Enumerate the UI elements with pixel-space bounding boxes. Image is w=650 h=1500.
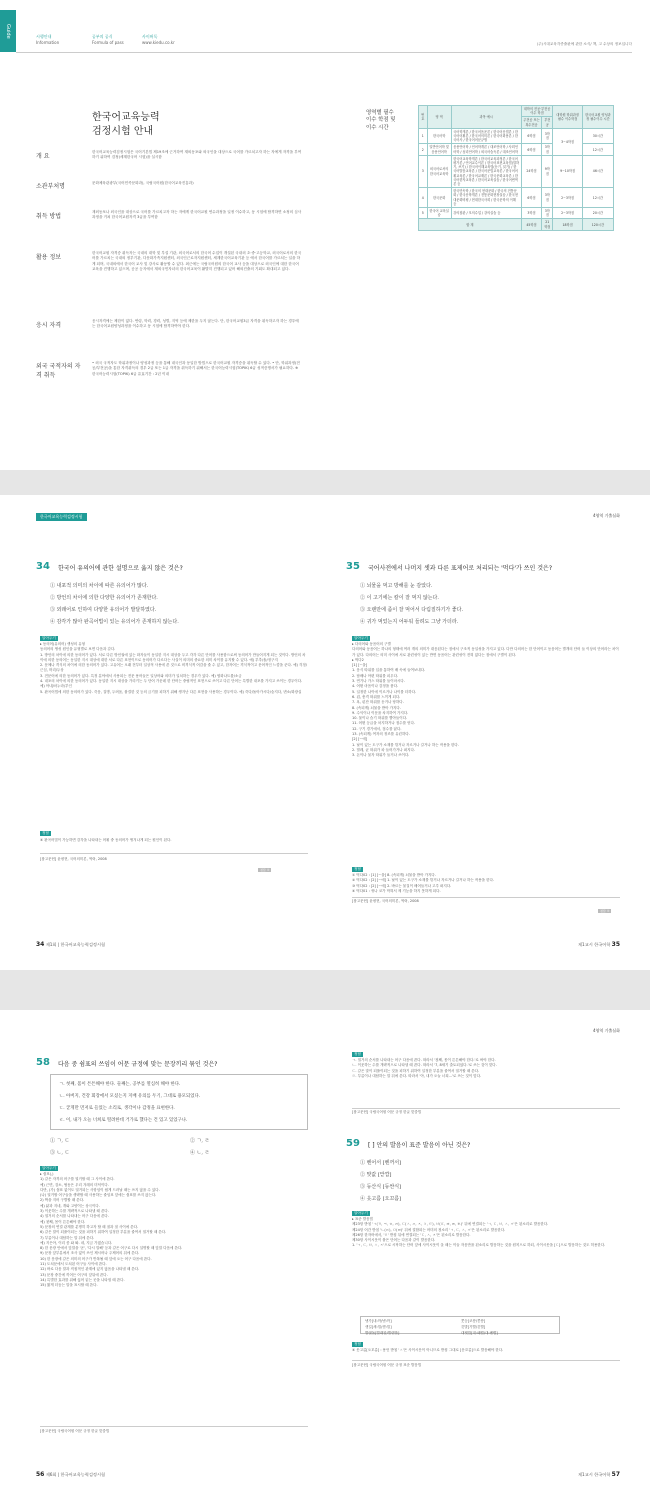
explanation: ▸ 쉼표(,) 1) 같은 자격의 어구를 열거할 때 그 사이에 쓴다. 예) 근면, 검소, 협동은 우리 겨레의 미덕이다. 다만, (가) 쉼표 없이도 열거되는 사항임이 쉽게 드러날 때는 쓰지 않을 수 있다. (나) 열거할 어구들을 생략할 때 사용하는 줄임표 앞에는 쉼표를 쓰지 않는다. 2) 짝을 지어 구별할 때 쓴다. 예) 닭과 지네, 개와 고양이는 상극이다. 3) 이웃하는 수를 개략적으로 나타낼 때 쓴다. 4) 열거의 순서를 나타내는 어구 다음에 쓴다. 예) 첫째, 몸이 튼튼해야 한다. 5) 문장의 연결 관계를 분명히 하고자 할 때 절과 절 사이에 쓴다. 6) 같은 말이 되풀이되는 것을 피하기 위하여 일정한 부분을 줄여서 열거할 때 쓴다. 7) 부름이나 대답하는 말 뒤에 쓴다. 예) 지은아, 이리 좀 와 봐. 네, 지금 가겠습니다. 8) 한 문장 안에서 앞말을 '곧', '다시 말해' 등과 같은 어구로 다시 설명할 때 앞말 다음에 쓴다. 9) 문장 앞부분에서 조사 없이 쓰인 제시어나 주제어의 뒤에 쓴다. 10) 한 문장에 같은 의미의 어구가 반복될 때 앞에 오는 어구 다음에 쓴다. 11) 도치문에서 도치된 어구들 사이에 쓴다. 12) 바로 다음 말과 직접적인 관계에 있지 않음을 나타낼 때 쓴다. 13) 문장 중간에 끼어든 어구의 앞뒤에 쓴다. 14) 특별한 효과를 위해 끊어 읽는 곳을 나타낼 때 쓴다. 15) 짧게 더듬는 말을 표시할 때 쓴다. (40, 1172, 183, 1288)
table-row: 1 한국어학 국어학개론 / 한국어음운론 / 한국어문법론 / 한국어어휘론 / 한국어의미론 / 한국어화용론 / 한국어사 / 한국어어문규범 6학점 3학점 3~4학점 30시간 (419, 128, 614, 144)
footer-right: 제1교시 한국어학 35 (577, 941, 620, 948)
answer-badge: 정답 ④ (600, 909, 610, 913)
option-2: ② ㄱ, ㄹ (190, 1138, 210, 1144)
question-text: 다음 중 쉼표의 쓰임이 어문 규정에 맞는 문장끼리 묶인 것은? (58, 1061, 218, 1068)
option-4: ④ 옷고름 [오꼬름] (360, 1196, 402, 1202)
section-body-ministry: 문화체육관광부(국어민족문화과), 국립국어원(한국어교육진흥과) (92, 181, 194, 185)
page-title: 한국어교육능력 검정시험 안내 (92, 112, 160, 137)
th-grad: 대학원 학위과정 필수 이수학점 (553, 106, 583, 129)
header-col-site: 사이버독 www.kiedu.co.kr (142, 34, 175, 45)
header-divider (16, 52, 632, 53)
section-body-usage: 한국어교원 자격증 취득자는 국내의 대학 및 부설 기관, 외국어로서의 한국어 수업이 개설된 국내외 초·중·고등학교, 외국어로서의 한국어를 가르치는 국내외 정부기관, 다문화가족지원센터, 외국인근로자지원센터, 세계한국어교육기관 등 에서 한국어를 가르치는 일을 하게 되며, 국내외에서 한국어 교사 및 강사로 활동할 수 있다. 최근에는 국립국어원의 한국어 교사 등을 대상으로 외국인에 대한 한국어 교육을 진행하고 있으며, 공공 등지에서 재외국민자녀의 한국어교육이 활발히 진행되고 있어 해외진출의 기회도 확대되고 있다. (92, 251, 302, 272)
footer-left: 56 제6회 | 한국어교육능력검정시험 (36, 1471, 106, 1478)
guide-tab: Guide (0, 10, 16, 52)
table-row: 2 일반언어학 및 응용언어학 응용언어학 / 언어학개론 / 대조언어학 / 사회언어학 / 심리언어학 / 외국어습득론 / 대조언어학 6학점 3학점 12시간 (419, 144, 614, 155)
section-label-method: 취득 방법 (36, 213, 62, 220)
footer-left: 34 제1회 | 한국어교육능력검정시험 (36, 941, 106, 948)
option-3: ③ ㄴ, ㄷ (50, 1150, 70, 1156)
option-3: ③ 오랜만에 좀이 잘 먹어서 다림질하기가 좋다. (360, 607, 464, 613)
explanation-label: 알아두기 (42, 636, 56, 640)
credit-table (418, 105, 614, 231)
option-3: ③ 외래어로 인하여 다양한 유의어가 발달하였다. (50, 607, 157, 613)
ref-divider (352, 897, 620, 898)
question-number: 35 (346, 561, 360, 572)
answer-text: ① 먹다02 : [1] [~을] 8. (속되게) 뇌물을 받아 가지다. ② 먹다02 : [2] [~에] 1. 날이 있는 도구가 소재를 깎거나 자르거나 갈거나 하는 작용을 한다. ③ 먹다02 : [2] [~에] 2. 바르는 물질이 배어들거나 고루 퍼지다. ④ 먹다01 : 귀나 코가 막혀서 제 기능을 하지 못하게 되다. (352, 873, 494, 893)
question-text: [ ] 안의 발음이 표준 발음이 아닌 것은? (368, 1142, 471, 1149)
option-3: ③ 등산식 [등싼식] (360, 1184, 402, 1190)
spread-page-34-35 (0, 495, 650, 970)
answer-label: 정답 (354, 867, 361, 871)
option-1: ① 뇌물을 먹고 방해를 눈 감았다. (360, 583, 433, 589)
section-label-usage: 활용 정보 (36, 254, 62, 261)
section-header: 4영역 기출심화 (592, 1028, 620, 1033)
option-2: ② 맞값 [맏깝] (360, 1172, 392, 1178)
th-degree: 대학의 전공·부전공 이수 학점 (521, 106, 553, 117)
th-cert: 한국어교원 양성과정 필수이수 시간 (582, 106, 613, 129)
answer-text: ④ 완곡어법이 가능하면 감각을 나타내는 어휘 중 동의어가 생겨나게 되는 원인이 된다. (40, 838, 172, 842)
answer-label: 정답 (354, 1052, 361, 1056)
guide-page (0, 0, 650, 470)
option-1: ① 벤어서 [벤꺼서] (360, 1160, 402, 1166)
explanation: ▸ 표준 발음법 제23항 받침 'ㄱ(ㄲ, ㅋ, ㄳ, ㄺ), ㄷ(ㅅ, ㅆ, ㅈ, ㅊ, ㅌ), ㅂ(ㅍ, ㄼ, ㄿ, ㅄ)' 뒤에 연결되는 'ㄱ, ㄷ, ㅂ, ㅅ, ㅈ'은 된소리로 발음한다. 제24항 어간 받침 'ㄴ(ㄵ), ㅁ(ㄻ)' 뒤에 결합되는 어미의 첫소리 'ㄱ, ㄷ, ㅅ, ㅈ'은 된소리로 발음한다. 제26항 한자어에서, 'ㄹ' 받침 뒤에 연결되는 'ㄷ, ㅅ, ㅈ'은 된소리로 발음한다. 제30항 사이시옷이 붙은 단어는 다음과 같이 발음한다. 1. 'ㄱ, ㄷ, ㅂ, ㅅ, ㅈ'으로 시작하는 단어 앞에 사이시옷이 올 때는 이들 자음만을 된소리로 발음하는 것을 원칙으로 하되, 사이시옷을 [ㄷ]으로 발음하는 것도 허용한다. (352, 1217, 606, 1248)
answer-text: ㄱ. 열거의 순서를 나타내는 어구 다음에 쓴다. 따라서 '첫째, 몸이 튼튼해야 한다.'로 써야 한다. ㄴ. 이웃하는 수를 개략적으로 나타낼 때 쓴다. 따라서 '7, 8세기 출토되었다.'로 쓰는 것이 맞다. ㄷ. 같은 말이 되풀이되는 것을 피하기 위하여 일정한 부분을 줄여서 열거할 때 쓴다. ㄹ. 부름이나 대답하는 말 뒤에 쓴다. 따라서 '아, 내가 오늘 너희…'로 쓰는 것이 맞다. (352, 1058, 497, 1078)
section-body-method: 재외동포나 외국인을 대상으로 국어를 가르치고자 하는 자에게 한국어교원 연수과정을 일정 이수하고, 동 시험에 합격하면 소정의 심사과정을 거쳐 한국어교원자격 3급을 부여함 (92, 210, 302, 220)
th-no: 번호 (419, 106, 428, 129)
ref-divider (352, 1108, 620, 1109)
answer-label: 정답 (354, 1342, 361, 1346)
th-course: 과목 예시 (451, 106, 521, 129)
answer-label: 정답 (42, 831, 49, 835)
question-number: 34 (36, 561, 50, 572)
explanation: ▸ 다의어와 동음어의 구별 다의어와 동음어는 하나의 형태에 여러 개의 의미가 대응된다는 점에서 구조적 동일성을 가지고 있다. 다만 다의어는 한 단어이고 동음어는 별개의 단어 들 이상의 단어라는 차이가 있다. 다의어는 의미 사이에 서로 관련성이 있는 반면 동음어는 관련성이 전혀 없다는 점에서 구별이 된다. ▸ 먹다2 [1] [~을] 1. 음식 따위를 입을 통하여 배 속에 들여보내다. 2. 담배나 아편 따위를 피우다. 3. 연기나 가스 따위를 들이마시다. 4. 어떤 마음이나 감정을 품다. 5. 일정한 나이에 이르거나 나이를 더하다. 6. 겁, 충격 따위를 느끼게 되다. 7. 욕, 핀잔 따위를 듣거나 당하다. 8. (속되게) 뇌물을 받아 가지다. 9. 수익이나 이문을 차지하여 가지다. 10. 물이나 습기 따위를 빨아들이다. 11. 어떤 등급을 차지하거나 점수를 얻다. 12. 구기 경기에서, 점수를 잃다. 13. (속되게) 여자의 정조를 유린하다. [2] [~에] 1. 날이 있는 도구가 소재를 깎거나 자르거나 갈거나 하는 작용을 한다. 2. 벌레, 균 따위가 파 들어가거나 퍼지다. 3. 돈이나 물자 따위가 들거나 쓰이다. (352, 642, 619, 758)
section-body-overview: 한국어교육능력검정시험은 국어기본법 제19조에 근거하여 재외동포와 외국인을 대상으로 국어를 가르치고자 하는 자에게 자격을 부여하기 위하여 검정(세계한국어 시험)을 실시함 (92, 150, 302, 160)
section-label-foreign: 외국 국적자의 자격 취득 (36, 363, 81, 379)
footer-right: 제1교시 한국어학 57 (577, 1471, 620, 1478)
option-4: ④ 귀가 먹었는지 어두워 들려도 그냥 가더라. (360, 619, 459, 625)
ref-divider (352, 1360, 620, 1361)
option-2: ② 방언의 차이에 의한 다양한 유의어가 존재한다. (50, 595, 158, 601)
section-label-ministry: 소관부처명 (36, 183, 65, 190)
explanation-label: 알아두기 (42, 1166, 56, 1170)
question-number: 59 (346, 1138, 360, 1149)
th-minor: 부전공 (542, 117, 553, 128)
example-box: ㄱ. 첫째, 몸이 튼튼해야 한다. 둘째는, 공부를 열심히 해야 한다. ㄴ. 아버지, 건강 회장에서 모셨는지 지배 유의를 두기, 그대로 용모되었다. ㄷ. 굳게만 먼저로 들었는 소리로, 생각이나 감정을 표현한다. ㄹ. 이, 내가 오늘 너희로 떨려한데 거가로 했다는 건 있고 있었구나. (50, 1074, 308, 1130)
question-number: 58 (36, 1057, 50, 1068)
section-body-eligibility: 응시자격에는 제한이 없다. 연령, 학력, 경력, 성별, 지역 등에 제한을 두지 않는다. 단, 한국어교원3급 자격을 취득하고자 하는 경우에는 한국어교원양성과정을 이수하고 동 시험에 합격하여야 한다. (92, 319, 299, 329)
header-col-formula: 공부의 공식 Formula of pass (92, 34, 124, 45)
header-col-info: 시행안내 Information (36, 34, 60, 45)
th-area: 영 역 (427, 106, 451, 129)
section-body-foreign: • 외국 국적자도 학위과정이나 양성과정 등을 통해 내국인과 동일한 방법으로 한국어교원 자격증을 취득할 수 있다. • 단, 학위과정(전공/부전공)을 통한 자격취득의 경우 2급 또는 1급 자격을 취득하기 위해서는 한국어능력시험(TOPIK) 6급 성적증명서가 필요하다. ※ 한국어능력시험(TOPIK) 6급 유효기간 : 2년 이내 (92, 361, 300, 376)
reference: [참고문헌] 윤평현, 국어의미론, 역락, 2008 (40, 857, 107, 861)
question-text: 국어사전에서 나머지 셋과 다른 표제어로 처리되는 '먹다'가 쓰인 것은? (368, 565, 553, 572)
reference: [참고문헌] 국립국어원 어문 규정 표준 발음법 (352, 1363, 422, 1367)
option-4: ④ 감각가 많아 완곡어법이 있는 유의어가 존재하지 않는다. (50, 619, 179, 625)
table-row: 4 한국문화 한국민속학 / 한국의 현대문화 / 한국의 전통문화 / 한국문학개론 / 전통문화현장실습 / 한국현대문화비평 / 현대한국사회 / 한국문학의 이해 등 6학점 3학점 2~3학점 12시간 (419, 188, 614, 208)
ref-divider (40, 853, 308, 854)
question-text: 한국어 유의어에 관한 설명으로 옳지 않은 것은? (58, 565, 183, 572)
explanation-label: 알아두기 (354, 636, 368, 640)
section-label-eligibility: 응시 자격 (36, 322, 62, 329)
reference: [참고문헌] 윤평현, 국어의미론, 역락, 2008 (352, 899, 419, 903)
reference: [참고문헌] 국립국어원 어문 규정 한글 맞춤법 (40, 1429, 110, 1433)
table-row: 5 한국어 교육실습 강의참관 / 모의수업 / 강의실습 등 3학점 3학점 2~3학점 20시간 (419, 208, 614, 219)
section-header: 4영역 기출심화 (592, 513, 620, 518)
ref-divider (40, 1426, 308, 1427)
explanation-label: 알아두기 (354, 1211, 368, 1215)
reference: [참고문헌] 국립국어원 어문 규정 한글 맞춤법 (352, 1110, 422, 1114)
table-row: 3 외국어로서의 한국어교육학 한국어교육학개론 / 한국어교육과정론 / 한국어평가론 / 언어교수이론 / 한국어표현교육법(말하기, 쓰기) / 한국어이해교육법(듣기, 읽기) / 한국어발음교육론 / 한국어문법교육론 / 한국어어휘교육론 / 한국어교재론 / 한국문화교육론 / 한국어한자교육론 / 한국어교육실습 / 한국어번역론 등 24학점 9학점 9~10학점 46시간 (419, 155, 614, 187)
book-badge: 한국어교육능력검정시험 (36, 513, 87, 521)
option-4: ④ ㄴ, ㄹ (190, 1150, 210, 1156)
answer-badge: 정답 ④ (260, 868, 270, 872)
example-box: 냇가[내:까/낻:까] 샛길[새:낄/샏:낄] 빨랫돌[빨래똘/빨랟똘] 콧등[코뜽/콛뜽] 깃발[기빨/긷빨] 대팻밥[대:패빱/대:팯빱] (360, 1316, 560, 1334)
table-label: 영역별 필수 이수 학점 및 이수 시간 (366, 110, 396, 131)
spread-page-56-57 (0, 1010, 650, 1500)
header-right-note: (주)시대교육각종출판에 관한 소식/ 책, 고 수상의 정보입니다 (536, 42, 632, 46)
table-sum-row: 합 계 45학점 21학점 18학점 120시간 (419, 219, 614, 230)
th-major: 주전공 또는 복수전공 (521, 117, 542, 128)
answer-text: ④ 옷고름[오꼬름] : 용언 받침 'ㅅ'은 사이시옷이 아니므로 받침 그대로 [옫꼬름]으로 발음해야 한다. (352, 1348, 504, 1352)
option-2: ② 이 고기에는 칼이 잘 먹지 않는다. (360, 595, 439, 601)
section-label-overview: 개 요 (36, 153, 50, 160)
option-1: ① ㄱ, ㄷ (50, 1138, 70, 1144)
option-1: ① 내포적 의미의 차이에 따른 유의어가 많다. (50, 583, 149, 589)
explanation: ▸ 동의어(유의어) 생성의 유형 동의어의 생성 원인을 유형별로 보면 다음과 같다. 1. 방언의 차이에 의한 동의어가 있다. 서로 다른 방언권에 있는 화자들이 동일한 지시 대상을 두고 각각 다른 단어를 사용함으로써 동의어가 만들어지게 되는 것이다. 방언의 차이에 의한 동의어는 동일한 지시 대상에 대한 서로 다른 표현이므로 동의어가 다르다는 사실이 의미의 중요한 의미 차이를 유지할 수 있다. 예) 부추/솔/정구지 2. 문체나 격식의 차이에 의한 동의어가 있다. 고유어는 오래 전부터 일상적 사용에 쓴 것으로 비격식적 어감을 줄 수 있고, 한자어는 격식적이고 문어적인 느낌을 준다. 예) 걱정/근심, 머리/두상 3. 전문어에 의한 동의어가 있다. 특정 분야에서 사용되는 전문 용어들은 일상어와 의미가 일치하는 경우가 있다. 예) 염화나트륨/소금 4. 내포의 차이에 의한 동의어가 있다. 동일한 지시 대상을 가리키는 두 단어 가운데 한 단어는 중립적인 표현으로 쓰이고 다른 단어는 특별한 내포를 가지고 쓰이는 경우이다. 예) 아내/마누라/부인 5. 완곡어법에 의한 동의어가 있다. 죽음, 질병, 두려움, 불결한 것 등의 금기를 피하기 위해 생겨난 다른 표현을 사용하는 경우이다. 예) 죽다/돌아가시다/숨지다, 변소/화장실 (40, 642, 307, 694)
